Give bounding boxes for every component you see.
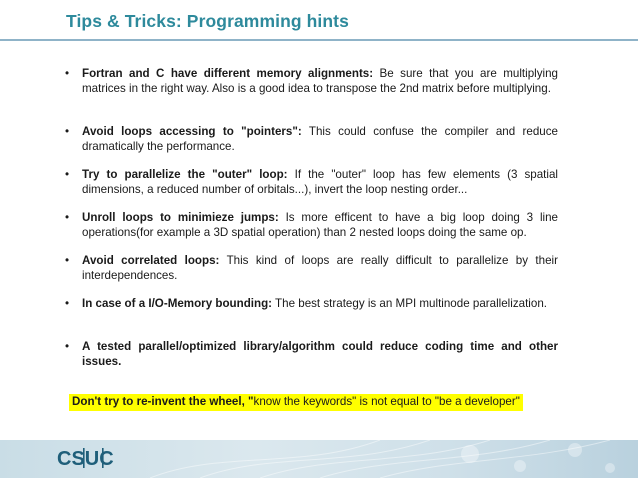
logo-text: CSUC <box>57 448 114 470</box>
bullet-dot: • <box>65 168 70 181</box>
bullet-text <box>82 124 558 154</box>
bullet-heading: Avoid loops accessing to "pointers": <box>82 125 302 138</box>
slide-title: Tips & Tricks: Programming hints <box>66 11 349 31</box>
bullet-text <box>82 66 558 96</box>
bullet-body: If the "outer" loop has few elements (3 spatial dimensions, a reduced number of orbitals...), invert the loop nesting order... <box>82 168 558 196</box>
bullet-body: This could confuse the compiler and reduce dramatically the performance. <box>82 125 558 153</box>
title-divider <box>0 39 638 41</box>
bullet-heading: Avoid correlated loops: <box>82 254 220 267</box>
bullet-item <box>65 339 558 369</box>
conclusion-bold: Don't try to re-invent the wheel, " <box>72 395 254 408</box>
bullet-text <box>82 167 558 197</box>
bullet-item <box>65 210 558 240</box>
bullet-item <box>65 167 558 197</box>
bullet-text <box>82 339 558 369</box>
bullet-item <box>65 124 558 154</box>
bullet-dot: • <box>65 125 70 138</box>
bullet-item <box>65 253 558 283</box>
bullet-item <box>65 66 558 96</box>
bullet-item <box>65 296 558 311</box>
bullet-body: Is more efficent to have a big loop doing 3 line operations(for example a 3D spatial operation) than 2 nested loops doing the same op. <box>82 211 558 239</box>
conclusion-highlight <box>69 394 523 411</box>
bullet-heading: Fortran and C have different memory alignments: <box>82 67 374 80</box>
bullet-text <box>82 210 558 240</box>
conclusion-text: know the keywords" is not equal to "be a developer" <box>253 395 520 408</box>
bullet-text <box>82 296 558 311</box>
bullet-dot: • <box>65 297 70 310</box>
bullet-body: The best strategy is an MPI multinode parallelization. <box>272 297 547 310</box>
bullet-text <box>82 253 558 283</box>
csuc-logo <box>56 443 126 473</box>
bullet-dot: • <box>65 211 70 224</box>
bullet-heading: A tested parallel/optimized library/algorithm could reduce coding time and other issues. <box>82 340 558 368</box>
bullet-body: Be sure that you are multiplying matrices in the right way. Also is a good idea to transpose the 2nd matrix before multiplying. <box>82 67 559 95</box>
bullet-dot: • <box>65 67 70 80</box>
bullet-heading: Try to parallelize the "outer" loop: <box>82 168 288 181</box>
bullet-heading: Unroll loops to minimieze jumps: <box>82 211 279 224</box>
bullet-dot: • <box>65 254 70 267</box>
bullet-body: This kind of loops are really difficult to parallelize by their interdependences. <box>82 254 558 282</box>
bullet-dot: • <box>65 340 70 353</box>
bullet-heading: In case of a I/O-Memory bounding: <box>82 297 273 310</box>
